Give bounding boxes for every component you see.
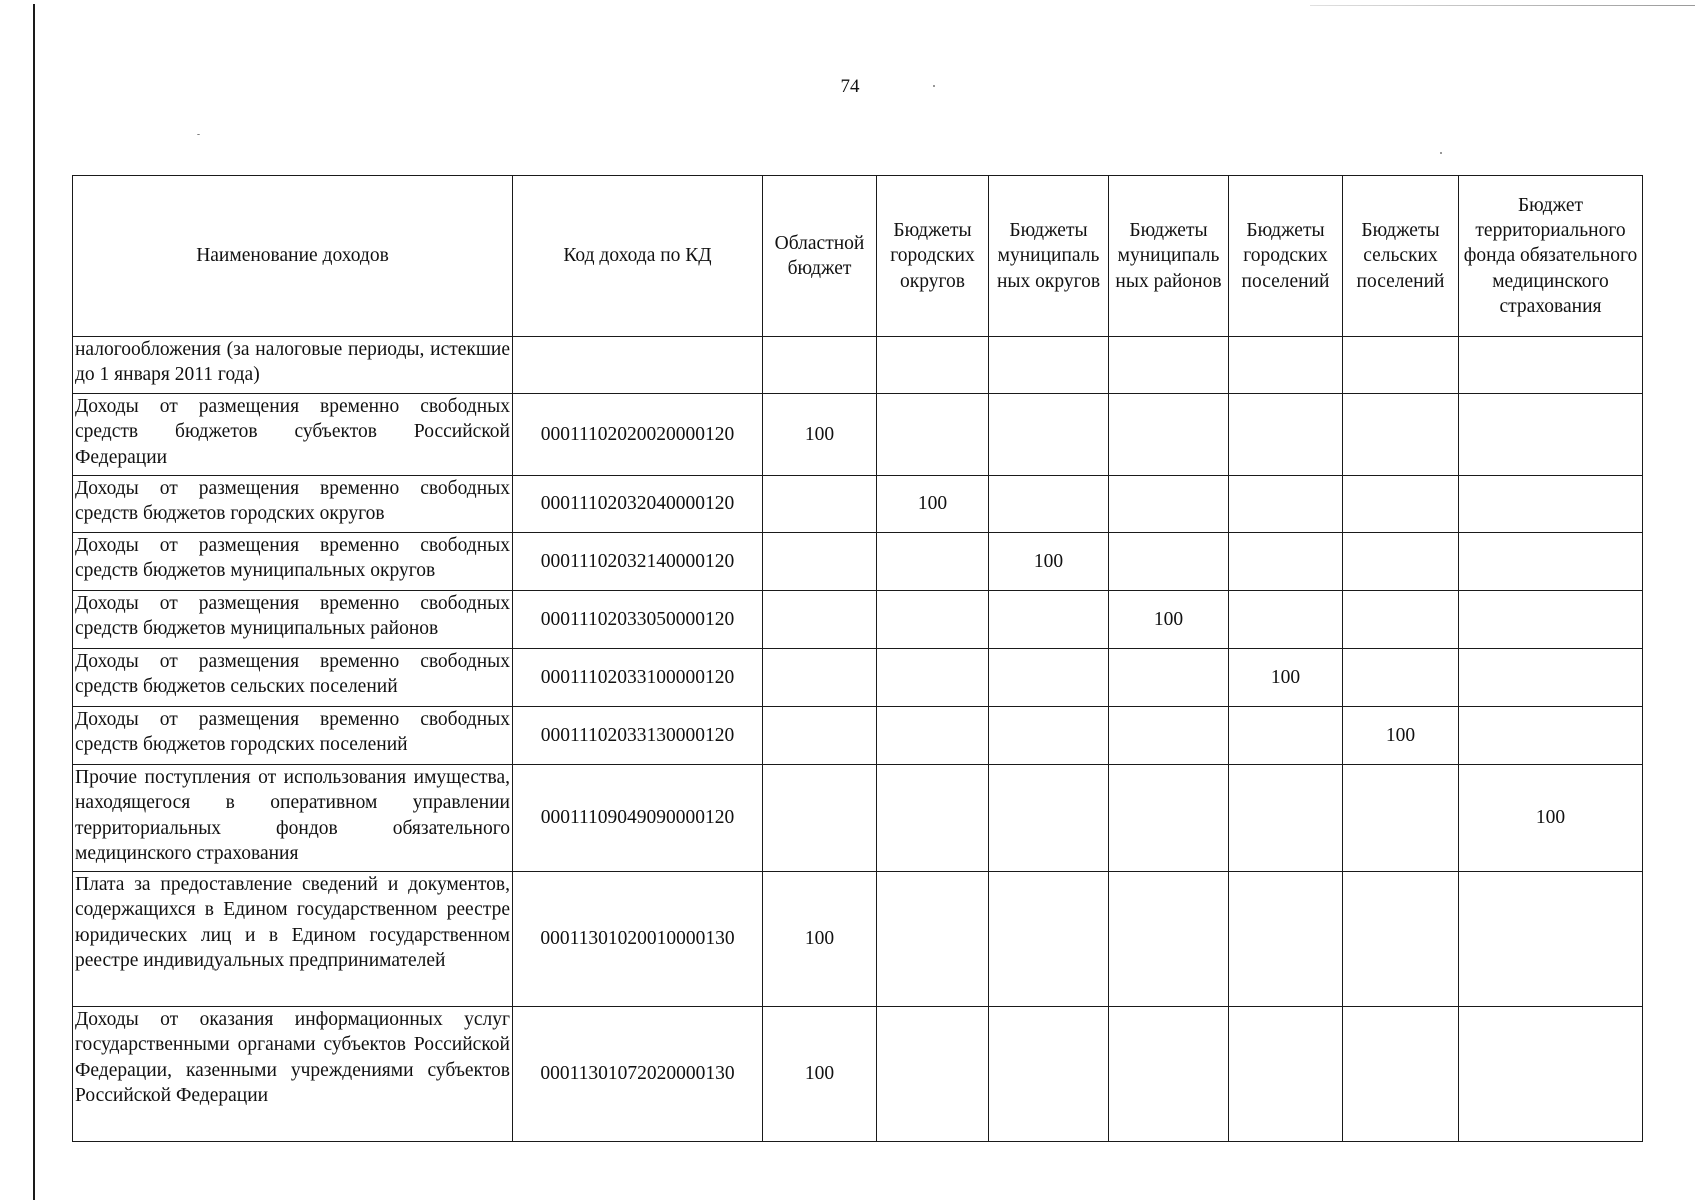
value-cell xyxy=(763,707,877,765)
value-cell xyxy=(763,591,877,649)
income-name-cell: Доходы от размещения временно свободных средств бюджетов городских округов xyxy=(73,476,513,533)
income-code-cell: 00011102020020000120 xyxy=(513,394,763,476)
income-code-cell: 00011301072020000130 xyxy=(513,1007,763,1142)
header-city-districts: Бюджеты городских округов xyxy=(877,176,989,337)
income-name-cell: Плата за предоставление сведений и документов, содержащихся в Едином государственном реестре юридических лиц и в Едином государственном реестре индивидуальных предпринимателей xyxy=(73,872,513,1007)
scan-speck xyxy=(933,85,935,87)
income-code-cell: 00011102033050000120 xyxy=(513,591,763,649)
value-cell xyxy=(1229,476,1343,533)
value-cell xyxy=(1343,533,1459,591)
header-medical-insurance-fund: Бюджет территориального фонда обязательного медицинского страхования xyxy=(1459,176,1643,337)
value-cell: 100 xyxy=(763,394,877,476)
value-cell xyxy=(1459,533,1643,591)
value-cell xyxy=(877,765,989,872)
value-cell xyxy=(1343,1007,1459,1142)
header-municipal-regions: Бюджеты муниципаль ных районов xyxy=(1109,176,1229,337)
value-cell xyxy=(989,476,1109,533)
value-cell xyxy=(763,533,877,591)
value-cell: 100 xyxy=(1109,591,1229,649)
value-cell: 100 xyxy=(1343,707,1459,765)
income-name-cell: Доходы от размещения временно свободных средств бюджетов муниципальных районов xyxy=(73,591,513,649)
header-income-name: Наименование доходов xyxy=(73,176,513,337)
income-code-cell: 00011102033130000120 xyxy=(513,707,763,765)
table-row xyxy=(73,476,1643,533)
value-cell xyxy=(1229,533,1343,591)
income-table xyxy=(72,175,1643,1142)
table-row xyxy=(73,394,1643,476)
value-cell xyxy=(1109,872,1229,1007)
value-cell xyxy=(989,707,1109,765)
table-row xyxy=(73,707,1643,765)
value-cell xyxy=(989,1007,1109,1142)
value-cell xyxy=(989,765,1109,872)
value-cell xyxy=(1459,476,1643,533)
income-code-cell: 00011301020010000130 xyxy=(513,872,763,1007)
value-cell xyxy=(1109,476,1229,533)
value-cell xyxy=(877,707,989,765)
table-row xyxy=(73,649,1643,707)
value-cell xyxy=(989,337,1109,394)
table-row xyxy=(73,337,1643,394)
income-code-cell: 00011102032140000120 xyxy=(513,533,763,591)
value-cell xyxy=(1229,707,1343,765)
value-cell: 100 xyxy=(1459,765,1643,872)
value-cell xyxy=(763,649,877,707)
income-name-cell: Прочие поступления от использования имущества, находящегося в оперативном управлении территориальных фондов обязательного медицинского страхования xyxy=(73,765,513,872)
value-cell xyxy=(1343,476,1459,533)
value-cell xyxy=(763,476,877,533)
value-cell xyxy=(877,337,989,394)
value-cell xyxy=(1343,394,1459,476)
value-cell xyxy=(1229,591,1343,649)
value-cell: 100 xyxy=(763,1007,877,1142)
value-cell xyxy=(1229,394,1343,476)
value-cell xyxy=(989,394,1109,476)
value-cell xyxy=(1109,649,1229,707)
header-income-code: Код дохода по КД xyxy=(513,176,763,337)
table-row xyxy=(73,765,1643,872)
income-name-cell: Доходы от размещения временно свободных средств бюджетов муниципальных округов xyxy=(73,533,513,591)
value-cell xyxy=(763,765,877,872)
value-cell xyxy=(763,337,877,394)
value-cell xyxy=(1459,649,1643,707)
income-code-cell: 00011109049090000120 xyxy=(513,765,763,872)
income-code-cell: 00011102032040000120 xyxy=(513,476,763,533)
value-cell: 100 xyxy=(1229,649,1343,707)
page-number: 74 xyxy=(840,76,860,97)
value-cell xyxy=(1109,533,1229,591)
value-cell xyxy=(1109,707,1229,765)
value-cell xyxy=(1109,765,1229,872)
value-cell xyxy=(1459,337,1643,394)
table-row xyxy=(73,533,1643,591)
value-cell xyxy=(1229,765,1343,872)
scan-edge-line xyxy=(1310,5,1695,6)
income-name-cell: Доходы от размещения временно свободных средств бюджетов сельских поселений xyxy=(73,649,513,707)
income-code-cell xyxy=(513,337,763,394)
table-row xyxy=(73,872,1643,1007)
table-row xyxy=(73,1007,1643,1142)
income-code-cell: 00011102033100000120 xyxy=(513,649,763,707)
value-cell xyxy=(1459,872,1643,1007)
value-cell xyxy=(877,591,989,649)
value-cell xyxy=(1109,394,1229,476)
value-cell xyxy=(877,1007,989,1142)
header-urban-settlements: Бюджеты городских поселений xyxy=(1229,176,1343,337)
value-cell xyxy=(989,591,1109,649)
value-cell xyxy=(1109,337,1229,394)
value-cell: 100 xyxy=(989,533,1109,591)
value-cell xyxy=(1343,591,1459,649)
header-row xyxy=(73,176,1643,337)
value-cell xyxy=(1459,591,1643,649)
value-cell xyxy=(1229,337,1343,394)
value-cell xyxy=(1343,872,1459,1007)
value-cell xyxy=(1343,765,1459,872)
value-cell xyxy=(1229,1007,1343,1142)
value-cell xyxy=(1343,337,1459,394)
header-rural-settlements: Бюджеты сельских поселений xyxy=(1343,176,1459,337)
value-cell: 100 xyxy=(763,872,877,1007)
value-cell xyxy=(989,872,1109,1007)
value-cell xyxy=(1459,707,1643,765)
income-name-cell: Доходы от размещения временно свободных средств бюджетов городских поселений xyxy=(73,707,513,765)
value-cell xyxy=(877,533,989,591)
value-cell xyxy=(1109,1007,1229,1142)
header-municipal-districts: Бюджеты муниципаль ных округов xyxy=(989,176,1109,337)
income-name-cell: налогообложения (за налоговые периоды, истекшие до 1 января 2011 года) xyxy=(73,337,513,394)
table-row xyxy=(73,591,1643,649)
scan-speck xyxy=(197,134,200,135)
value-cell xyxy=(1459,394,1643,476)
value-cell xyxy=(877,394,989,476)
value-cell xyxy=(1459,1007,1643,1142)
value-cell xyxy=(877,872,989,1007)
income-name-cell: Доходы от размещения временно свободных средств бюджетов субъектов Российской Федерации xyxy=(73,394,513,476)
scan-margin-line xyxy=(33,4,35,1200)
header-regional-budget: Областной бюджет xyxy=(763,176,877,337)
value-cell xyxy=(877,649,989,707)
value-cell xyxy=(989,649,1109,707)
value-cell: 100 xyxy=(877,476,989,533)
income-name-cell: Доходы от оказания информационных услуг государственными органами субъектов Российской Федерации, казенными учреждениями субъектов Российской Федерации xyxy=(73,1007,513,1142)
value-cell xyxy=(1229,872,1343,1007)
value-cell xyxy=(1343,649,1459,707)
scan-speck xyxy=(1440,152,1442,154)
